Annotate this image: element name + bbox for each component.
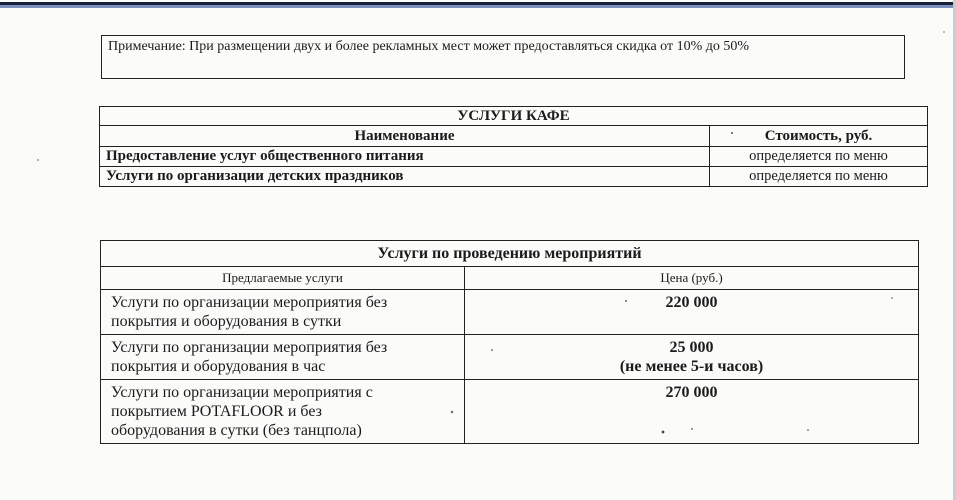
table-row	[100, 147, 928, 167]
cafe-row-price: определяется по меню	[710, 167, 928, 187]
event-row-name	[101, 380, 465, 444]
note-text: Примечание: При размещении двух и более рекламных мест может предоставляться скидка от 10% до 50%	[108, 39, 750, 54]
table-row	[101, 335, 919, 380]
event-row-price	[465, 335, 919, 380]
event-row-name	[101, 290, 465, 335]
event-row-name-line: покрытия и оборудования в час	[111, 358, 326, 375]
cafe-services-table	[99, 106, 928, 187]
event-services-table	[100, 240, 919, 444]
event-row-price-line: (не менее 5-и часов)	[619, 358, 764, 375]
event-row-name-line: Услуги по организации мероприятия без	[111, 294, 388, 311]
event-row-price-line: 270 000	[665, 384, 718, 401]
cafe-column-header-price: Стоимость, руб.	[710, 126, 928, 147]
cafe-row-price: определяется по меню	[710, 147, 928, 167]
note-box	[101, 35, 905, 79]
event-row-name	[101, 335, 465, 380]
event-row-name-line: Услуги по организации мероприятия с	[111, 384, 373, 401]
event-row-name-line: оборудования в сутки (без танцпола)	[111, 422, 362, 439]
event-row-price	[465, 380, 919, 444]
cafe-row-name: Предоставление услуг общественного питания	[100, 147, 710, 167]
events-column-header-price: Цена (руб.)	[465, 267, 919, 290]
table-row	[101, 290, 919, 335]
table-row	[101, 380, 919, 444]
event-row-name-line: Услуги по организации мероприятия без	[111, 339, 388, 356]
event-row-price	[465, 290, 919, 335]
cafe-row-name: Услуги по организации детских праздников	[100, 167, 710, 187]
event-row-name-line: покрытия и оборудования в сутки	[111, 313, 342, 330]
table-row	[100, 167, 928, 187]
event-row-price-line: 25 000	[669, 339, 714, 356]
scan-top-rule	[0, 2, 956, 10]
cafe-column-header-name: Наименование	[100, 126, 710, 147]
cafe-table-title: УСЛУГИ КАФЕ	[100, 107, 928, 126]
top-rule-blue-line	[0, 5, 956, 8]
event-row-price-line: 220 000	[665, 294, 718, 311]
events-column-header-service: Предлагаемые услуги	[101, 267, 465, 290]
events-table-title: Услуги по проведению мероприятий	[101, 241, 919, 267]
event-row-name-line: покрытием POTAFLOOR и без	[111, 403, 322, 420]
